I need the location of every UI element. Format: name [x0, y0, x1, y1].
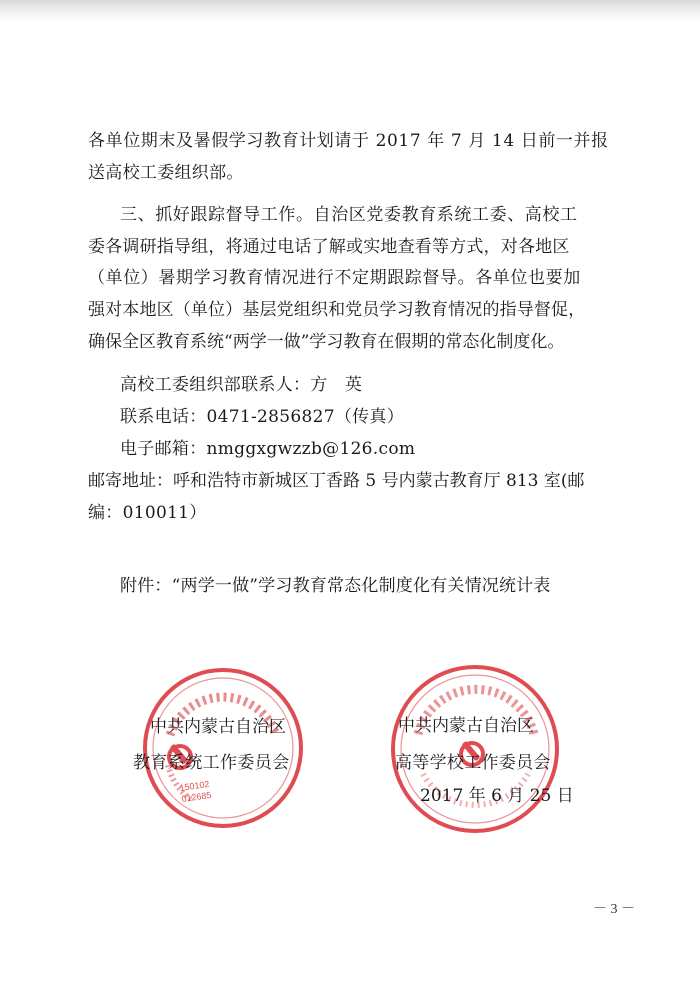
seal-number-1: 150102	[178, 778, 211, 793]
scan-top-edge	[0, 0, 700, 22]
body-line-5: （单位）暑期学习教育情况进行不定期跟踪督导。各单位也要加	[88, 268, 581, 288]
page-number: － 3 －	[593, 902, 635, 917]
body-line-4: 委各调研指导组，将通过电话了解或实地查看等方式，对各地区	[88, 237, 570, 257]
contact-email: 电子邮箱：nmggxgwzzb@126.com	[120, 439, 416, 459]
body-line-1: 各单位期末及暑假学习教育计划请于 2017 年 7 月 14 日前一并报	[88, 131, 609, 151]
contact-phone: 联系电话：0471-2856827（传真）	[120, 407, 405, 427]
issuer-left-line-2: 教育系统工作委员会	[133, 753, 290, 773]
issue-date: 2017 年 6 月 25 日	[420, 786, 574, 806]
body-line-6: 强对本地区（单位）基层党组织和党员学习教育情况的指导督促，	[88, 300, 586, 320]
contact-person: 高校工委组织部联系人：方 英	[120, 375, 363, 395]
issuer-left-line-1: 中共内蒙古自治区	[150, 717, 286, 737]
issuer-right-line-2: 高等学校工作委员会	[395, 753, 551, 773]
body-line-3: 三、抓好跟踪督导工作。自治区党委教育系统工委、高校工	[120, 205, 578, 225]
mailing-address-line-2: 编：010011）	[88, 503, 207, 523]
seal-number-2: 012685	[180, 789, 213, 804]
body-line-7: 确保全区教育系统“两学一做”学习教育在假期的常态化制度化。	[88, 332, 565, 352]
body-line-2: 送高校工委组织部。	[88, 163, 244, 183]
issuer-right-line-1: 中共内蒙古自治区	[398, 716, 534, 736]
mailing-address-line-1: 邮寄地址：呼和浩特市新城区丁香路 5 号内蒙古教育厅 813 室(邮	[88, 471, 585, 491]
attachment-note: 附件：“两学一做”学习教育常态化制度化有关情况统计表	[120, 576, 551, 596]
